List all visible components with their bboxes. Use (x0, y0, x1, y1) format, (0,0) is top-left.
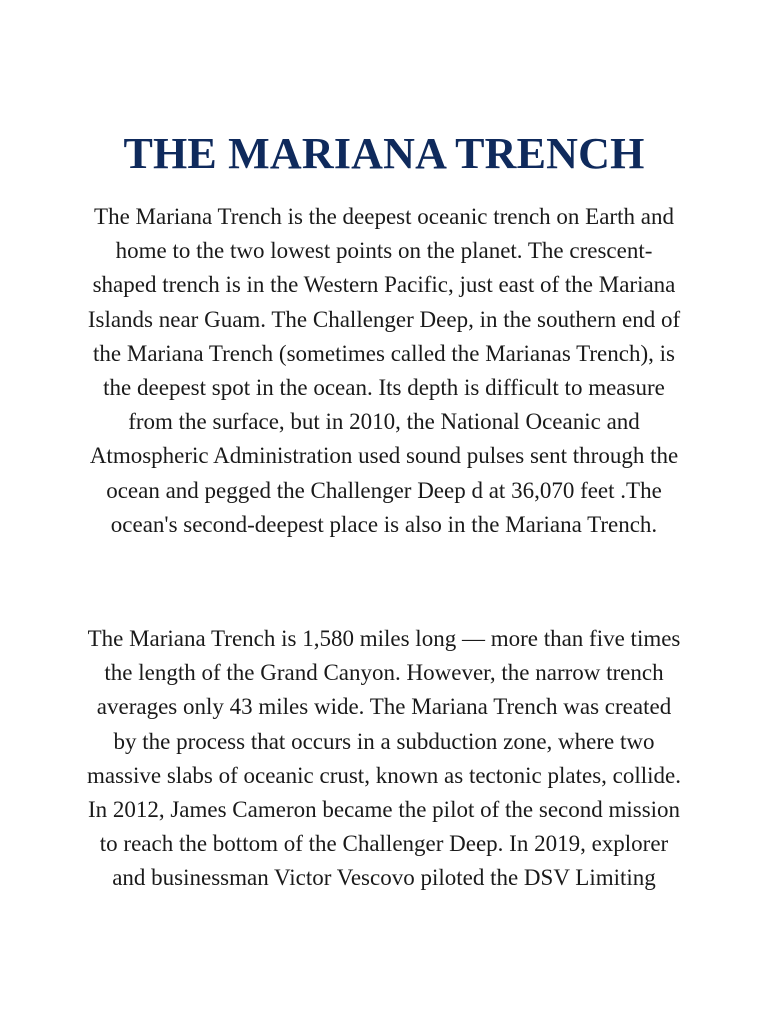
document-title: THE MARIANA TRENCH (123, 129, 645, 178)
paragraph-2: The Mariana Trench is 1,580 miles long — more than five times the length of the Grand Canyon. However, the narrow trench averages only 43 miles wide. The Mariana Trench was created by the process that occurs in a subduction zone, where two massive slabs of oceanic crust, known as tectonic plates, collide. In 2012, James Cameron became the pilot of the second mission to reach the bottom of the Challenger Deep. In 2019, explorer and businessman Victor Vescovo piloted the DSV Limiting (87, 626, 681, 891)
paragraph-1: The Mariana Trench is the deepest oceanic trench on Earth and home to the two lowest points on the planet. The crescent-shaped trench is in the Western Pacific, just east of the Mariana Islands near Guam. The Challenger Deep, in the southern end of the Mariana Trench (sometimes called the Marianas Trench), is the deepest spot in the ocean. Its depth is difficult to measure from the surface, but in 2010, the National Oceanic and Atmospheric Administration used sound pulses sent through the ocean and pegged the Challenger Deep d at 36,070 feet .The ocean's second-deepest place is also in the Mariana Trench. (87, 204, 681, 537)
